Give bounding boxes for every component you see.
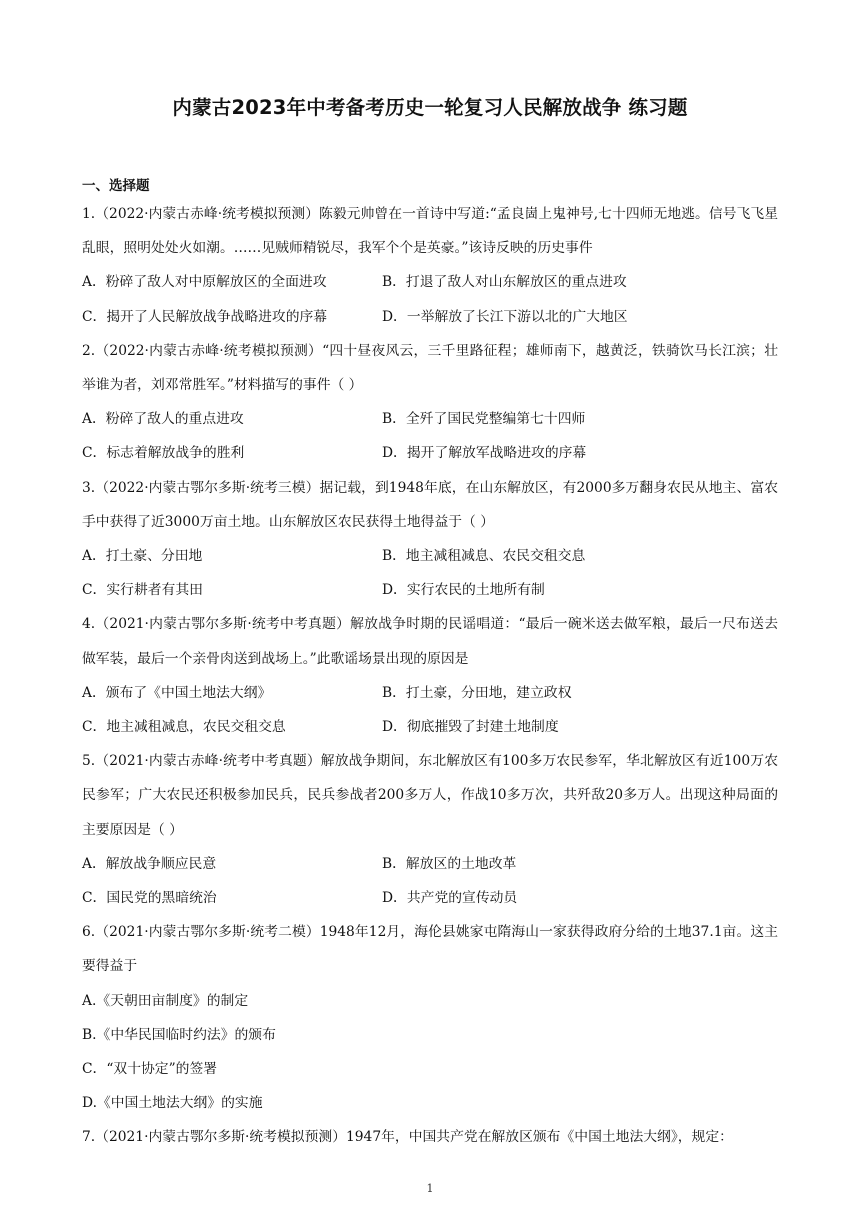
option-a: A．粉碎了敌人的重点进攻 — [82, 411, 244, 428]
question-stem: 7.（2021·内蒙古鄂尔多斯·统考模拟预测）1947年，中国共产党在解放区颁布《中国土地法大纲》，规定： — [82, 1129, 733, 1146]
question-1 — [82, 197, 778, 334]
option-b: B．地主减租减息、农民交租交息 — [382, 548, 586, 565]
question-7 — [82, 1120, 778, 1154]
option-d: D．一举解放了长江下游以北的广大地区 — [382, 308, 628, 325]
option-b: B．打退了敌人对山东解放区的重点进攻 — [382, 274, 627, 291]
option-row — [82, 436, 778, 470]
question-stem: 2.（2022·内蒙古赤峰·统考模拟预测）“四十昼夜风云，三千里路征程；雄师南下，越黄泛，铁骑饮马长江滨；壮举谁为者，刘邓常胜军。”材料描写的事件（ ） — [82, 342, 778, 394]
option-a: A.《天朝田亩制度》的制定 — [82, 992, 249, 1009]
question-stem: 6.（2021·内蒙古鄂尔多斯·统考二模）1948年12月，海伦县姚家屯隋海山一家获得政府分给的土地37.1亩。这主要得益于 — [82, 924, 778, 975]
option-row — [82, 710, 778, 744]
option-row — [82, 676, 778, 710]
question-3 — [82, 471, 778, 608]
option-c: C．标志着解放战争的胜利 — [82, 445, 245, 462]
option-a: A．打土豪、分田地 — [82, 548, 203, 565]
question-4 — [82, 607, 778, 744]
option-b: B．全歼了国民党整编第七十四师 — [382, 411, 586, 428]
option-row — [82, 539, 778, 573]
option-row — [82, 402, 778, 436]
option-c: C．揭开了人民解放战争战略进攻的序幕 — [82, 308, 328, 325]
option-d: D．彻底摧毁了封建土地制度 — [382, 719, 559, 736]
option-d: D．揭开了解放军战略进攻的序幕 — [382, 445, 587, 462]
question-6 — [82, 915, 778, 1120]
question-2 — [82, 334, 778, 471]
option-c: C．地主减租减息，农民交租交息 — [82, 719, 286, 736]
option-row — [82, 300, 778, 334]
option-c: C．实行耕者有其田 — [82, 582, 203, 599]
page-number: 1 — [426, 1182, 434, 1195]
question-5 — [82, 744, 778, 915]
section-heading: 一、选择题 — [82, 178, 150, 194]
option-b: B．打土豪，分田地，建立政权 — [382, 684, 572, 701]
option-a: A．粉碎了敌人对中原解放区的全面进攻 — [82, 274, 327, 291]
option-row — [82, 847, 778, 881]
option-c: C．国民党的黑暗统治 — [82, 890, 217, 907]
option-b: B.《中华民国临时约法》的颁布 — [82, 1026, 276, 1043]
question-stem: 5.（2021·内蒙古赤峰·统考中考真题）解放战争期间，东北解放区有100多万农民参军，华北解放区有近100万农民参军；广大农民还积极参加民兵，民兵参战者200多万人，作战10多万次，共歼敌20多万人。出现这种局面的主要原因是（ ） — [82, 753, 778, 838]
question-list — [82, 197, 778, 1155]
option-c: C．“双十协定”的签署 — [82, 1061, 218, 1078]
option-row — [82, 881, 778, 915]
option-d: D．共产党的宣传动员 — [382, 890, 518, 907]
question-stem: 1.（2022·内蒙古赤峰·统考模拟预测）陈毅元帅曾在一首诗中写道:“孟良崮上鬼神号,七十四师无地逃。信号飞飞星乱眼，照明处处火如潮。……见贼师精锐尽，我军个个是英豪。”该诗反映的历史事件 — [82, 206, 778, 257]
option-b: B．解放区的土地改革 — [382, 855, 517, 872]
option-a: A．颁布了《中国土地法大纲》 — [82, 684, 272, 701]
question-stem: 3.（2022·内蒙古鄂尔多斯·统考三模）据记载，到1948年底，在山东解放区，有2000多万翻身农民从地主、富农手中获得了近3000万亩土地。山东解放区农民获得土地得益于（ ） — [82, 479, 778, 530]
option-d: D．实行农民的土地所有制 — [382, 582, 545, 599]
option-row — [82, 265, 778, 299]
question-stem: 4.（2021·内蒙古鄂尔多斯·统考中考真题）解放战争时期的民谣唱道：“最后一碗米送去做军粮，最后一尺布送去做军装，最后一个亲骨肉送到战场上。”此歌谣场景出现的原因是 — [82, 616, 778, 667]
option-d: D.《中国土地法大纲》的实施 — [82, 1095, 263, 1112]
page-title: 内蒙古2023年中考备考历史一轮复习人民解放战争 练习题 — [172, 96, 688, 119]
option-row — [82, 573, 778, 607]
option-a: A．解放战争顺应民意 — [82, 855, 217, 872]
